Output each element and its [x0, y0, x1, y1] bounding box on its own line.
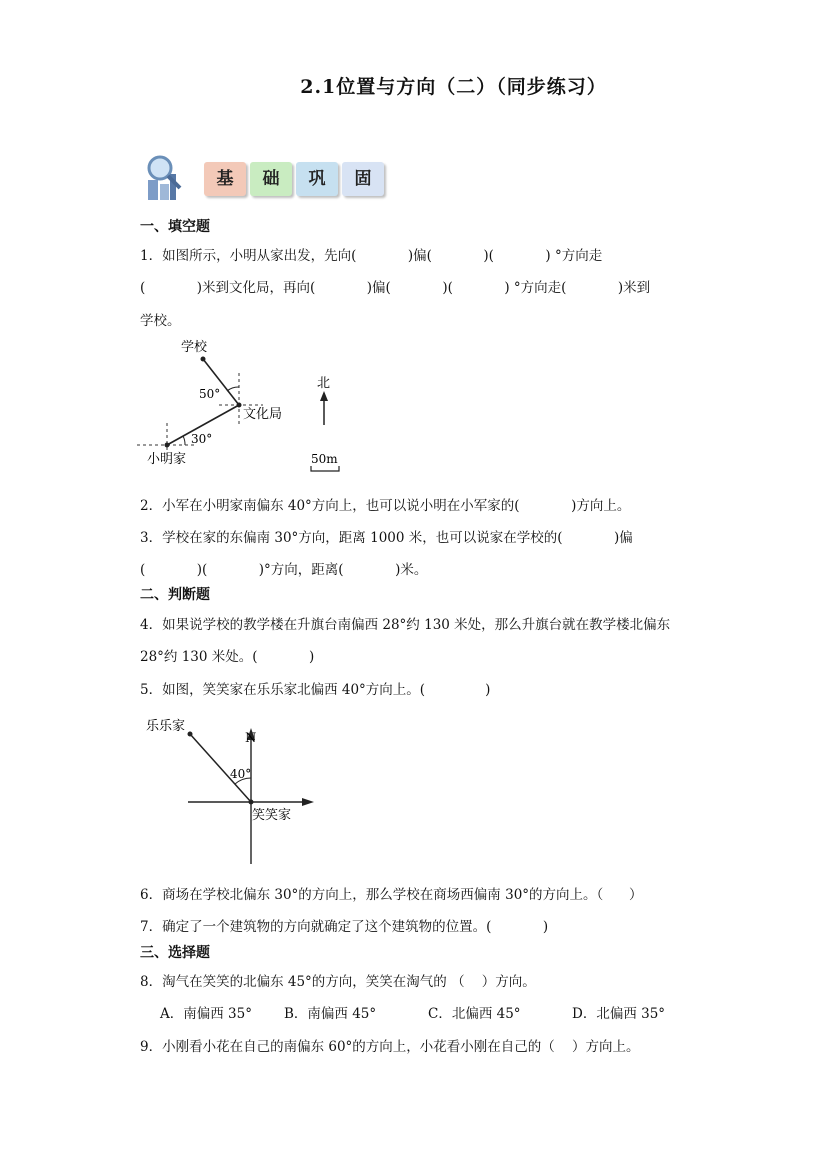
q8-stem: 8．淘气在笑笑的北偏东 45°的方向，笑笑在淘气的 （ ）方向。: [140, 974, 536, 990]
q4-line1: 4．如果说学校的教学楼在升旗台南偏西 28°约 130 米处，那么升旗台就在教学楼北偏东: [140, 617, 671, 633]
q1-line1: 1．如图所示，小明从家出发，先向( )偏( )( ) °方向走: [140, 248, 603, 264]
section-banner: [140, 152, 400, 204]
school-label: 学校: [181, 340, 208, 355]
q3-line1: 3．学校在家的东偏南 30°方向，距离 1000 米，也可以说家在学校的( )偏: [140, 530, 633, 546]
direction-diagram: [140, 712, 330, 868]
section-fill-heading: 一、填空题: [140, 219, 210, 235]
q8-option-d[interactable]: D．北偏西 35°: [572, 1006, 666, 1022]
angle-30-label: 30°: [191, 432, 213, 446]
q3-line2: ( )( )°方向，距离( )米。: [140, 562, 428, 578]
bureau-label: 文化局: [243, 407, 283, 422]
magnifier-figure-icon: [140, 152, 188, 204]
q2-text: 2．小军在小明家南偏东 40°方向上，也可以说小明在小军家的( )方向上。: [140, 498, 631, 514]
angle-50-label: 50°: [199, 387, 221, 401]
section-choice-heading: 三、选择题: [140, 945, 210, 961]
banner-tile-ji: 基: [204, 162, 246, 196]
page-title: 2.1位置与方向（二）（同步练习）: [300, 76, 607, 98]
angle-40-label: 40°: [230, 767, 252, 781]
banner-tile-gu: 固: [342, 162, 384, 196]
north-n-label: N: [245, 731, 257, 746]
q8-option-c[interactable]: C．北偏西 45°: [428, 1006, 521, 1022]
q1-line3: 学校。: [140, 313, 181, 329]
section-judge-heading: 二、判断题: [140, 587, 210, 603]
scale-label: 50m: [311, 452, 338, 466]
banner-tile-chu: 础: [250, 162, 292, 196]
xiaoxiao-label: 笑笑家: [252, 808, 292, 823]
q1-line2: ( )米到文化局，再向( )偏( )( ) °方向走( )米到: [140, 280, 651, 296]
home-label: 小明家: [147, 452, 187, 467]
q8-option-a[interactable]: A．南偏西 35°: [160, 1006, 252, 1022]
north-label: 北: [317, 376, 331, 391]
banner-tile-gong: 巩: [296, 162, 338, 196]
q6-text: 6．商场在学校北偏东 30°的方向上，那么学校在商场西偏南 30°的方向上。（ ）: [140, 887, 643, 903]
q4-line2: 28°约 130 米处。( ): [140, 649, 315, 665]
q5-text: 5．如图，笑笑家在乐乐家北偏西 40°方向上。( ): [140, 682, 491, 698]
lele-label: 乐乐家: [146, 719, 186, 734]
q8-option-b[interactable]: B．南偏西 45°: [284, 1006, 377, 1022]
q9-text: 9．小刚看小花在自己的南偏东 60°的方向上，小花看小刚在自己的（ ）方向上。: [140, 1039, 640, 1055]
q7-text: 7．确定了一个建筑物的方向就确定了这个建筑物的位置。( ): [140, 919, 549, 935]
route-diagram: [135, 335, 365, 475]
